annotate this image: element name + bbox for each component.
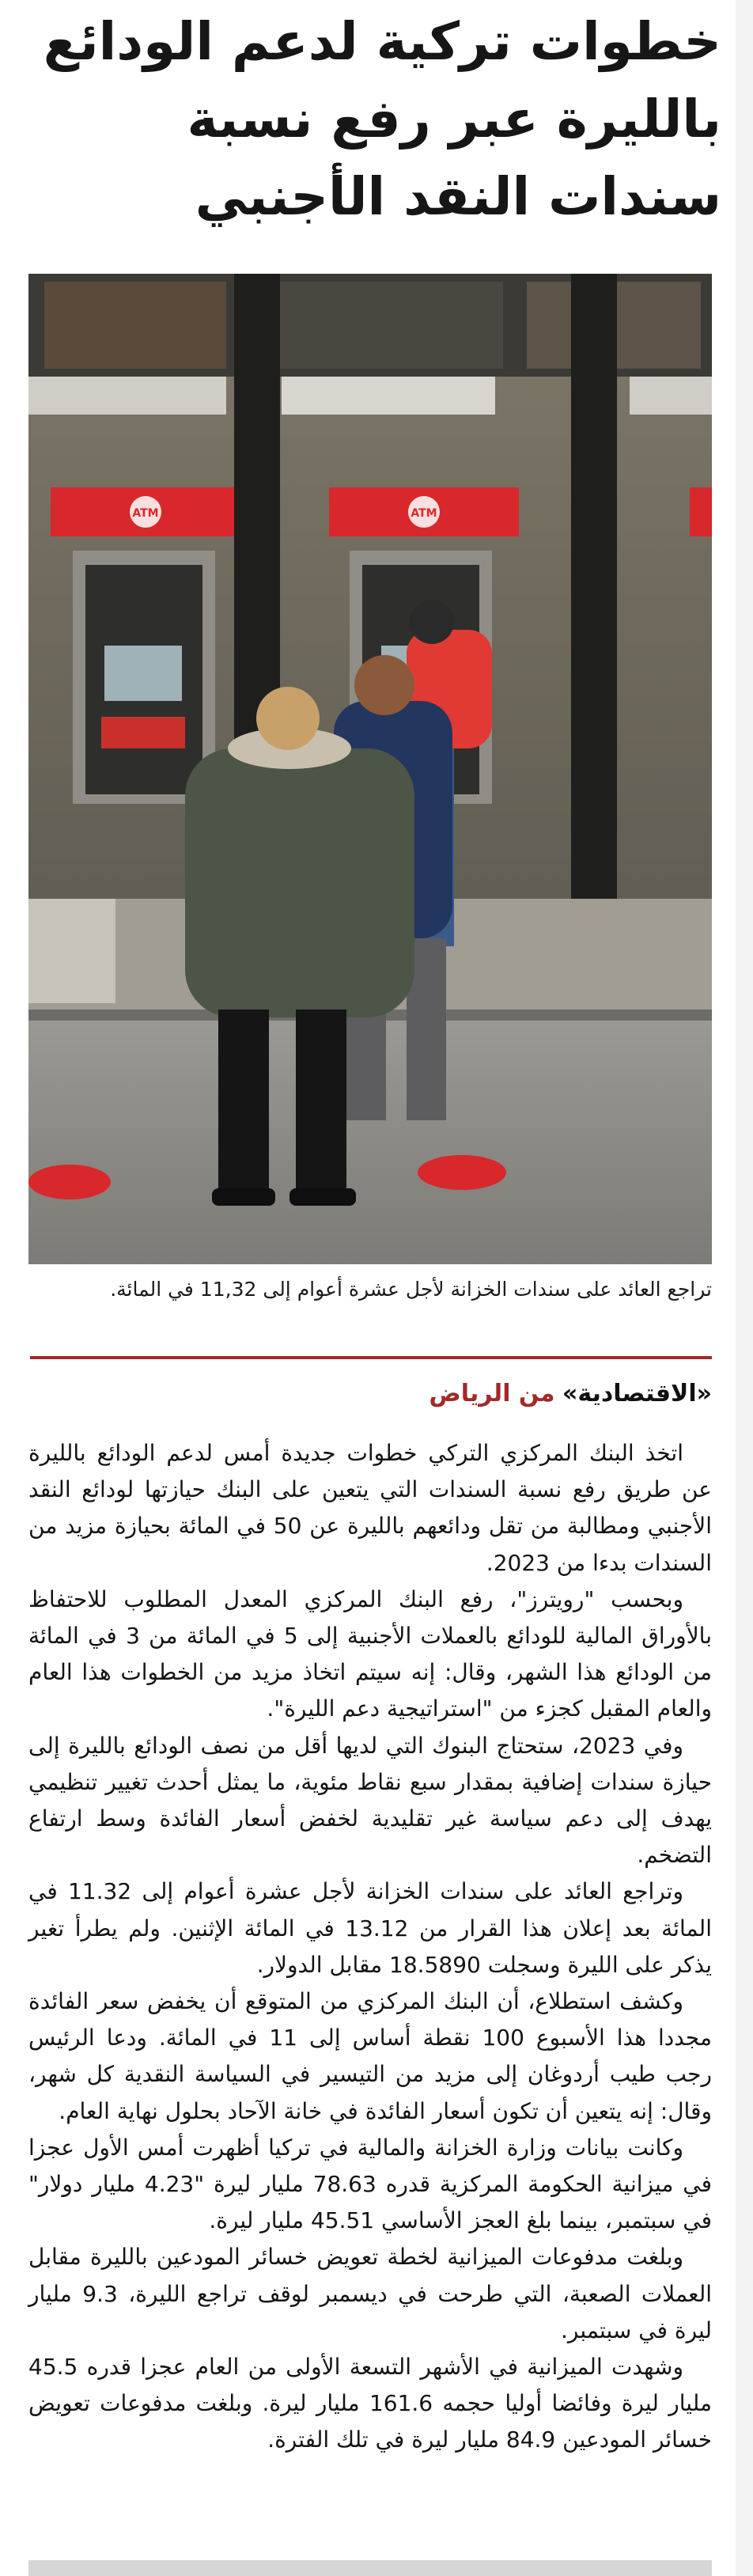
atm-sign-center: ATM <box>411 507 437 520</box>
photo-caption: تراجع العائد على سندات الخزانة لأجل عشرة أعوام إلى 11,32 في المائة. <box>110 1278 712 1301</box>
article-paragraph: وشهدت الميزانية في الأشهر التسعة الأولى من العام عجزا قدره 45.5 مليار ليرة وفائضا أوليا حجمه 161.6 مليار ليرة. وبلغت مدفوعات تعويض خسائر المودعين 84.9 مليار ليرة في تلك الفترة. <box>28 2354 712 2453</box>
article-photo <box>28 274 712 1264</box>
byline <box>28 1375 712 1413</box>
atm-sign-left: ATM <box>132 507 159 520</box>
article-paragraph: وبلغت مدفوعات الميزانية لخطة تعويض خسائر المودعين بالليرة مقابل العملات الصعبة، التي طرحت في ديسمبر لوقف تراجع الليرة، 9.3 مليار ليرة في سبتمبر. <box>28 2244 712 2343</box>
page-gutter <box>736 0 753 2576</box>
article-paragraph: وبحسب "رويترز"، رفع البنك المركزي المعدل المطلوب للاحتفاظ بالأوراق المالية للودائع بالعملات الأجنبية إلى 5 في المائة من 3 في المائة من الودائع هذا الشهر، وقال: إنه سيتم اتخاذ مزيد من الخطوات هذا العام والعام المقبل كجزء من "استراتيجية دعم الليرة". <box>28 1585 712 1722</box>
byline-location: من الرياض <box>429 1380 555 1407</box>
article-paragraph: وفي 2023، ستحتاج البنوك التي لديها أقل من نصف الودائع بالليرة إلى حيازة سندات إضافية بمقدار سبع نقاط مئوية، ما يمثل أحدث تغيير تنظيمي يهدف إلى دعم سياسة غير تقليدية لخفض أسعار الفائدة وسط ارتفاع التضخم. <box>28 1732 712 1869</box>
article-paragraph: اتخذ البنك المركزي التركي خطوات جديدة أمس لدعم الودائع بالليرة عن طريق رفع نسبة السندات التي يتعين على البنك حيازتها لودائع النقد الأجنبي ومطالبة من تقل ودائعهم بالليرة عن 50 في المائة بحيازة مزيد من السندات بدءا من 2023. <box>28 1440 712 1576</box>
article-paragraph: وكشف استطلاع، أن البنك المركزي من المتوقع أن يخفض سعر الفائدة مجددا هذا الأسبوع 100 نقطة أساس إلى 11 في المائة. ودعا الرئيس رجب طيب أردوغان إلى مزيد من التيسير في السياسة النقدية كل شهر، وقال: إنه يتعين أن تكون أسعار الفائدة في خانة الآحاد بحلول نهاية العام. <box>28 1988 712 2124</box>
byline-source: «الاقتصادية» <box>562 1380 712 1407</box>
article-body <box>28 1435 712 2459</box>
section-divider <box>30 1356 712 1359</box>
page-footer-bar <box>28 2560 712 2576</box>
article-paragraph: وكانت بيانات وزارة الخزانة والمالية في تركيا أظهرت أمس الأول عجزا في ميزانية الحكومة المركزية قدره 78.63 مليار ليرة "4.23 مليار دولار" في سبتمبر، بينما بلغ العجز الأساسي 45.51 مليار ليرة. <box>28 2134 713 2234</box>
article-headline: خطوات تركية لدعم الودائع بالليرة عبر رفع نسبة سندات النقد الأجنبي <box>43 11 721 227</box>
article-paragraph: وتراجع العائد على سندات الخزانة لأجل عشرة أعوام إلى 11.32 في المائة بعد إعلان هذا القرار من 13.12 في المائة الإثنين. ولم يطرأ تغير يذكر على الليرة وسجلت 18.5890 مقابل الدولار. <box>28 1878 712 1978</box>
